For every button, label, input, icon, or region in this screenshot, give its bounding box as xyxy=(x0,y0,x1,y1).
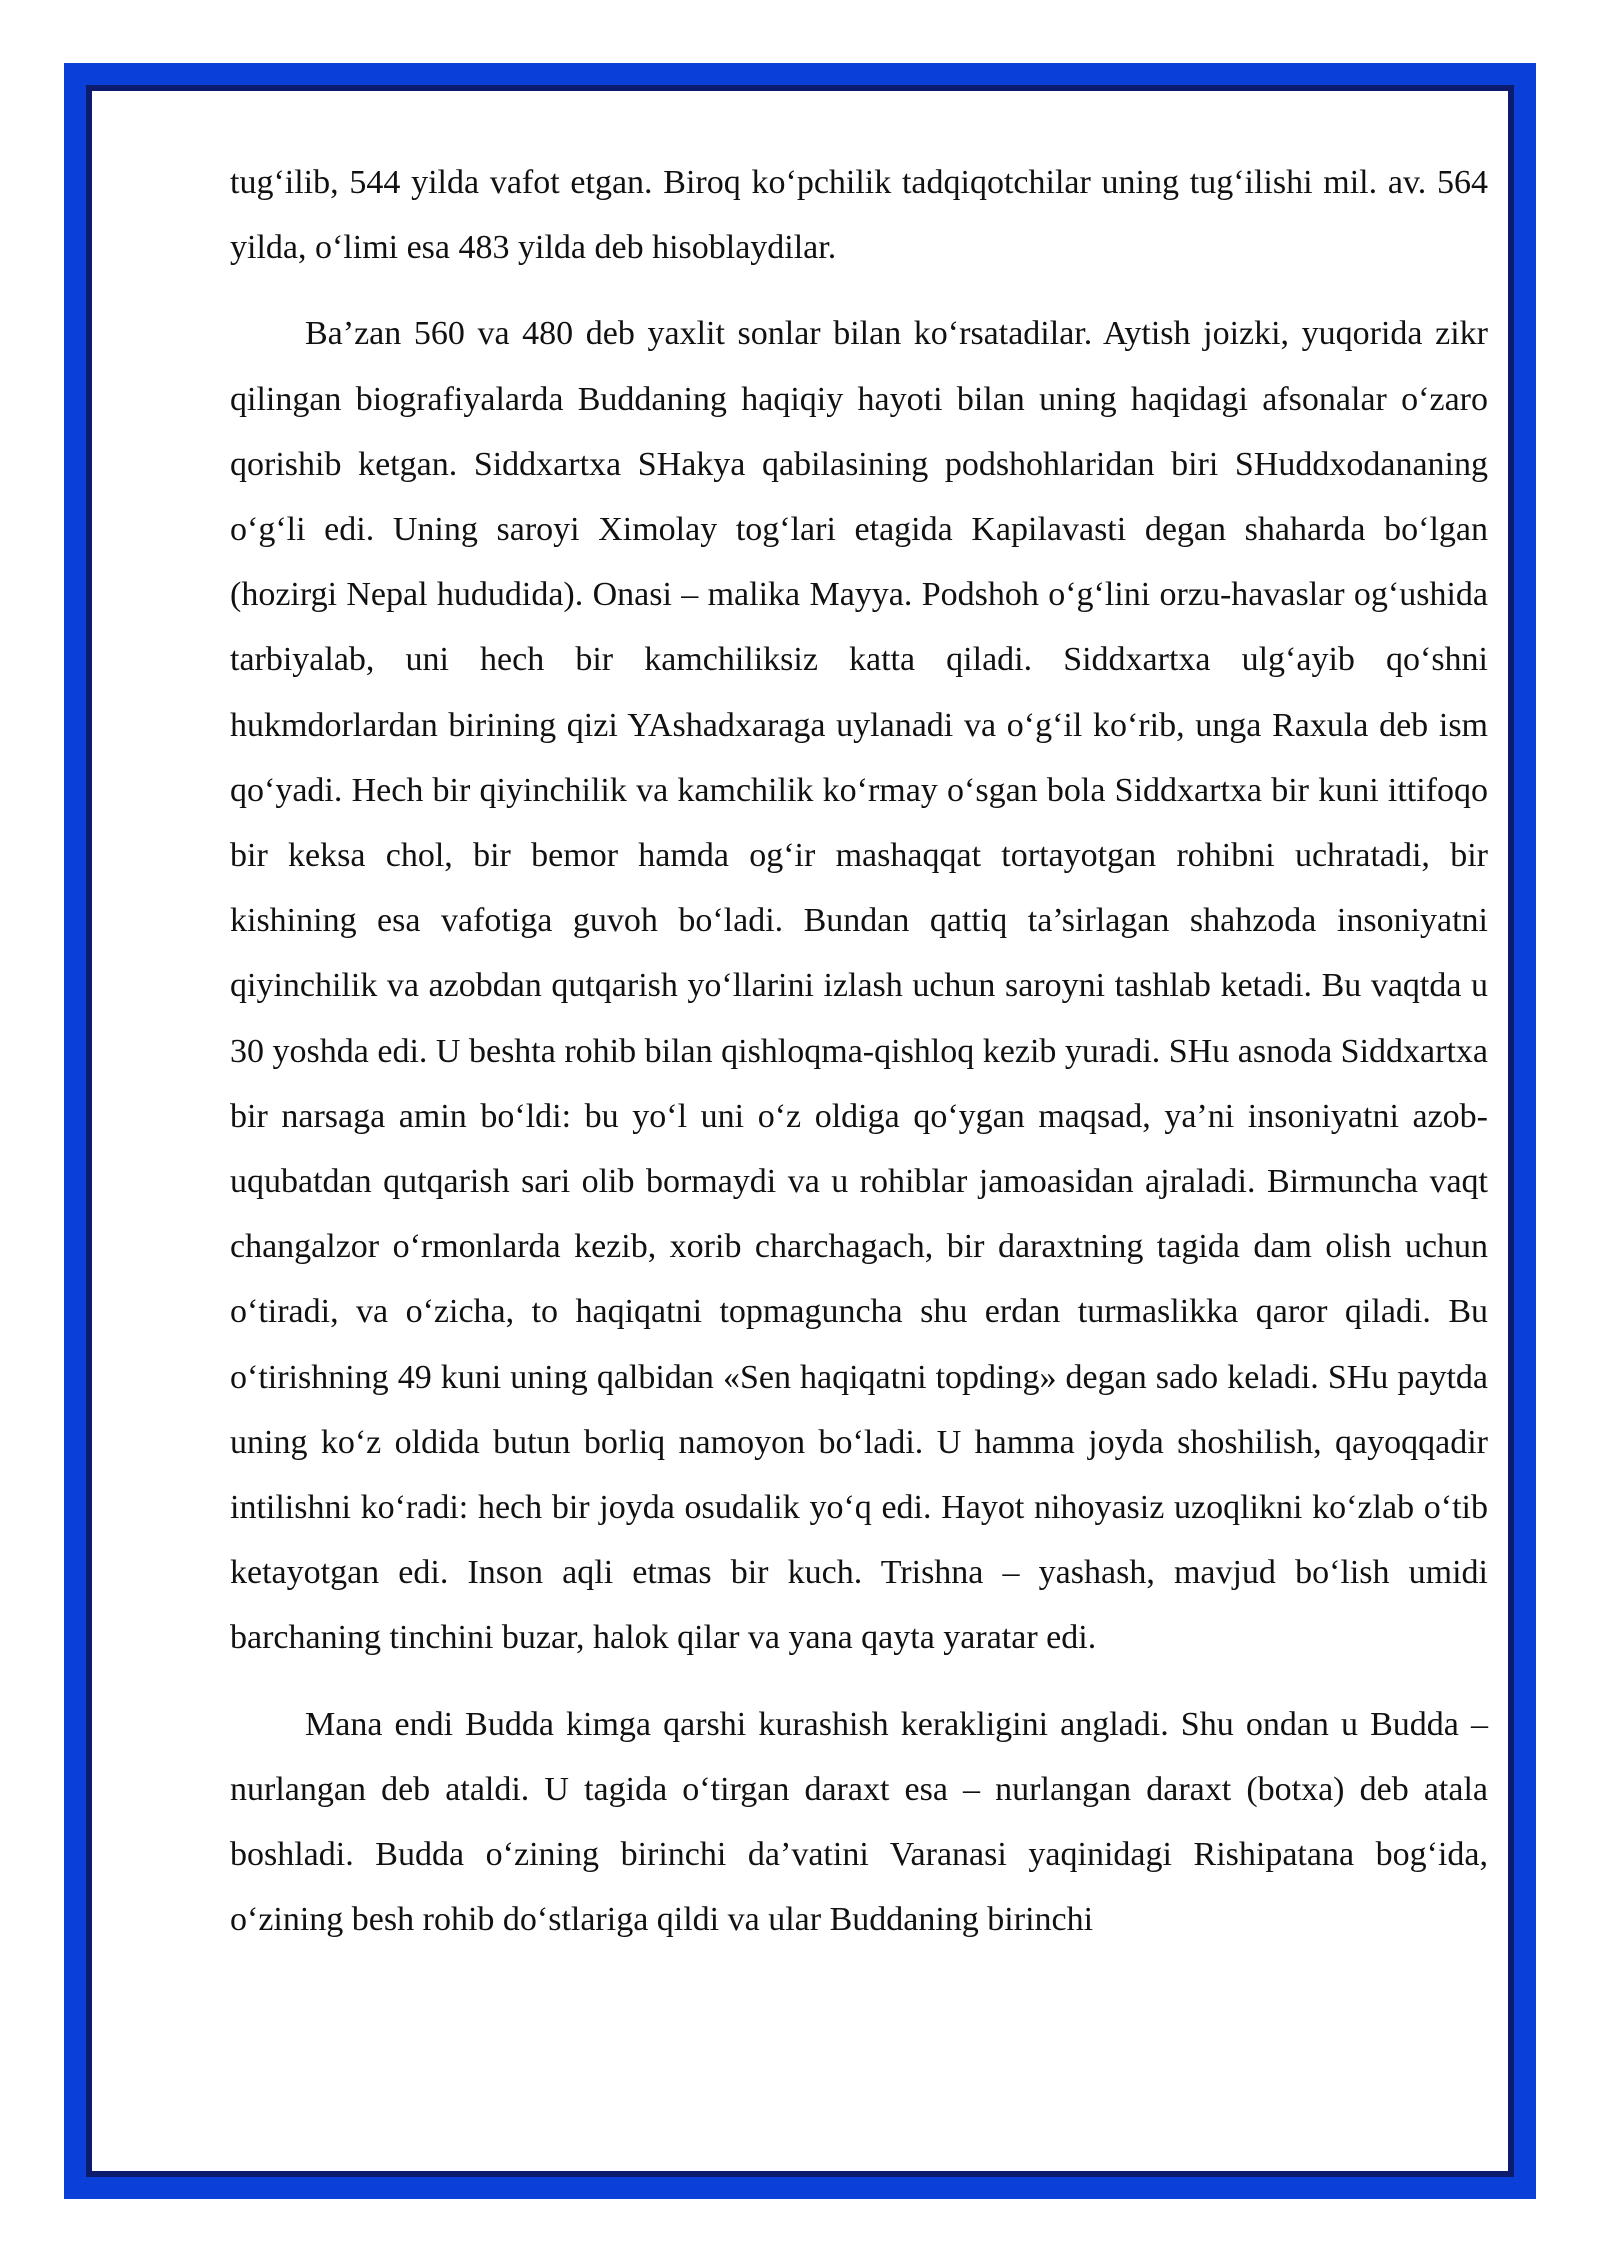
paragraph-2: Ba’zan 560 va 480 deb yaxlit sonlar bilan ko‘rsatadilar. Aytish joizki, yuqorida zikr qilingan biografiyalarda Buddaning haqiqiy hayoti bilan uning haqidagi afsonalar o‘zaro qorishib ketgan. Siddxartxa SHakya qabilasining podshohlaridan biri SHuddxodananing o‘g‘li edi. Uning saroyi Ximolay tog‘lari etagida Kapilavasti degan shaharda bo‘lgan (hozirgi Nepal hududida). Onasi – malika Mayya. Podshoh o‘g‘lini orzu-havaslar og‘ushida tarbiyalab, uni hech bir kamchiliksiz katta qiladi. Siddxartxa ulg‘ayib qo‘shni hukmdorlardan birining qizi YAshadxaraga uylanadi va o‘g‘il ko‘rib, unga Raxula deb ism qo‘yadi. Hech bir qiyinchilik va kamchilik ko‘rmay o‘sgan bola Siddxartxa bir kuni ittifoqo bir keksa chol, bir bemor hamda og‘ir mashaqqat tortayotgan rohibni uchratadi, bir kishining esa vafotiga guvoh bo‘ladi. Bundan qattiq ta’sirlagan shahzoda insoniyatni qiyinchilik va azobdan qutqarish yo‘llarini izlash uchun saroyni tashlab ketadi. Bu vaqtda u 30 yoshda edi. U beshta rohib bilan qishloqma-qishloq kezib yuradi. SHu asnoda Siddxartxa bir narsaga amin bo‘ldi: bu yo‘l uni o‘z oldiga qo‘ygan maqsad, ya’ni insoniyatni azob-uqubatdan qutqarish sari olib bormaydi va u rohiblar jamoasidan ajraladi. Birmuncha vaqt changalzor o‘rmonlarda kezib, xorib charchagach, bir daraxtning tagida dam olish uchun o‘tiradi, va o‘zicha, to haqiqatni topmaguncha shu erdan turmaslikka qaror qiladi. Bu o‘tirishning 49 kuni uning qalbidan «Sen haqiqatni topding» degan sado keladi. SHu paytda uning ko‘z oldida butun borliq namoyon bo‘ladi. U hamma joyda shoshilish, qayoqqadir intilishni ko‘radi: hech bir joyda osudalik yo‘q edi. Hayot nihoyasiz uzoqlikni ko‘zlab o‘tib ketayotgan edi. Inson aqli etmas bir kuch. Trishna – yashash, mavjud bo‘lish umidi barchaning tinchini buzar, halok qilar va yana qayta yaratar edi. xyxy=(230,315,1488,1657)
paragraph-1: tug‘ilib, 544 yilda vafot etgan. Biroq ko‘pchilik tadqiqotchilar uning tug‘ilishi mil. av. 564 yilda, o‘limi esa 483 yilda deb hisoblaydilar. xyxy=(230,164,1488,267)
document-body xyxy=(230,150,1488,1952)
paragraph-3: Mana endi Budda kimga qarshi kurashish kerakligini angladi. Shu ondan u Budda – nurlangan deb ataldi. U tagida o‘tirgan daraxt esa – nurlangan daraxt (botxa) deb atala boshladi. Budda o‘zining birinchi da’vatini Varanasi yaqinidagi Rishipatana bog‘ida, o‘zining besh rohib do‘stlariga qildi va ular Buddaning birinchi xyxy=(230,1705,1488,1939)
